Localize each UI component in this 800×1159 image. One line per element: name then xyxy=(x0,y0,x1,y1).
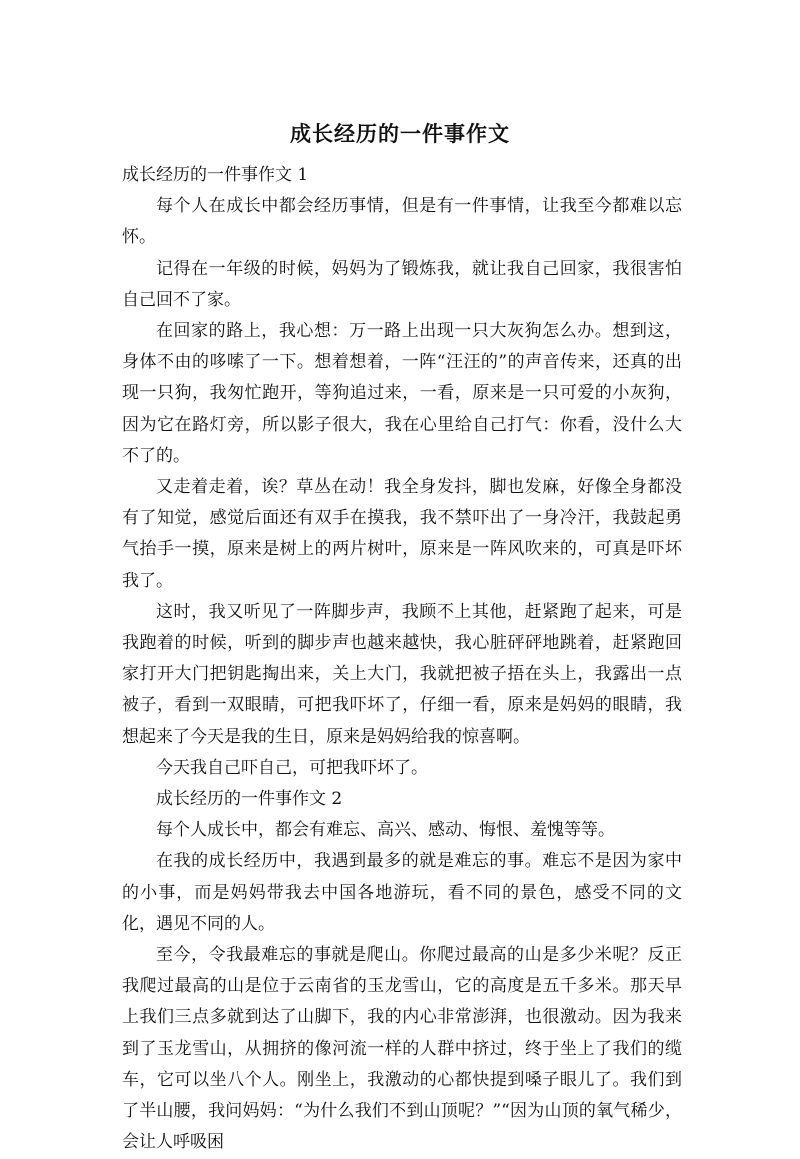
paragraph: 在我的成长经历中，我遇到最多的就是难忘的事。难忘不是因为家中的小事，而是妈妈带我去中国各地游玩，看不同的景色，感受不同的文化，遇见不同的人。 xyxy=(122,851,682,934)
paragraph: 今天我自己吓自己，可把我吓坏了。 xyxy=(156,757,428,778)
paragraph: 记得在一年级的时候，妈妈为了锻炼我，就让我自己回家，我很害怕自己回不了家。 xyxy=(122,258,682,310)
paragraph: 每个人在成长中都会经历事情，但是有一件事情，让我至今都难以忘怀。 xyxy=(122,196,682,248)
paragraph: 每个人成长中，都会有难忘、高兴、感动、悔恨、羞愧等等。 xyxy=(156,820,615,841)
paragraph: 在回家的路上，我心想：万一路上出现一只大灰狗怎么办。想到这，身体不由的哆嗦了一下。想着想着，一阵“汪汪的”的声音传来，还真的出现一只狗，我匆忙跑开，等狗追过来，一看，原来是一只可爱的小灰狗，因为它在路灯旁，所以影子很大，我在心里给自己打气：你看，没什么大不了的。 xyxy=(122,321,682,466)
paragraph: 又走着走着，诶？草丛在动！我全身发抖，脚也发麻，好像全身都没有了知觉，感觉后面还有双手在摸我，我不禁吓出了一身冷汗，我鼓起勇气抬手一摸，原来是树上的两片树叶，原来是一阵风吹来的，可真是吓坏我了。 xyxy=(122,477,682,591)
document-body xyxy=(122,160,682,1159)
paragraph: 这时，我又听见了一阵脚步声，我顾不上其他，赶紧跑了起来，可是我跑着的时候，听到的脚步声也越来越快，我心脏砰砰地跳着，赶紧跑回家打开大门把钥匙掏出来，关上大门，我就把被子捂在头上，我露出一点被子，看到一双眼睛，可把我吓坏了，仔细一看，原来是妈妈的眼睛，我想起来了今天是我的生日，原来是妈妈给我的惊喜啊。 xyxy=(122,601,682,747)
section-heading-2: 成长经历的一件事作文 2 xyxy=(156,789,343,810)
section-heading-1: 成长经历的一件事作文 1 xyxy=(122,165,309,185)
document-title: 成长经历的一件事作文 xyxy=(290,122,510,146)
paragraph: 至今，令我最难忘的事就是爬山。你爬过最高的山是多少米呢？反正我爬过最高的山是位于云南省的玉龙雪山，它的高度是五千多米。那天早上我们三点多就到达了山脚下，我的内心非常澎湃，也很激动。因为我来到了玉龙雪山，从拥挤的像河流一样的人群中挤过，终于坐上了我们的缆车，它可以坐八个人。刚坐上，我激动的心都快提到嗓子眼儿了。我们到了半山腰，我问妈妈：“为什么我们不到山顶呢？”“因为山顶的氧气稀少，会让人呼吸困 xyxy=(122,945,682,1153)
